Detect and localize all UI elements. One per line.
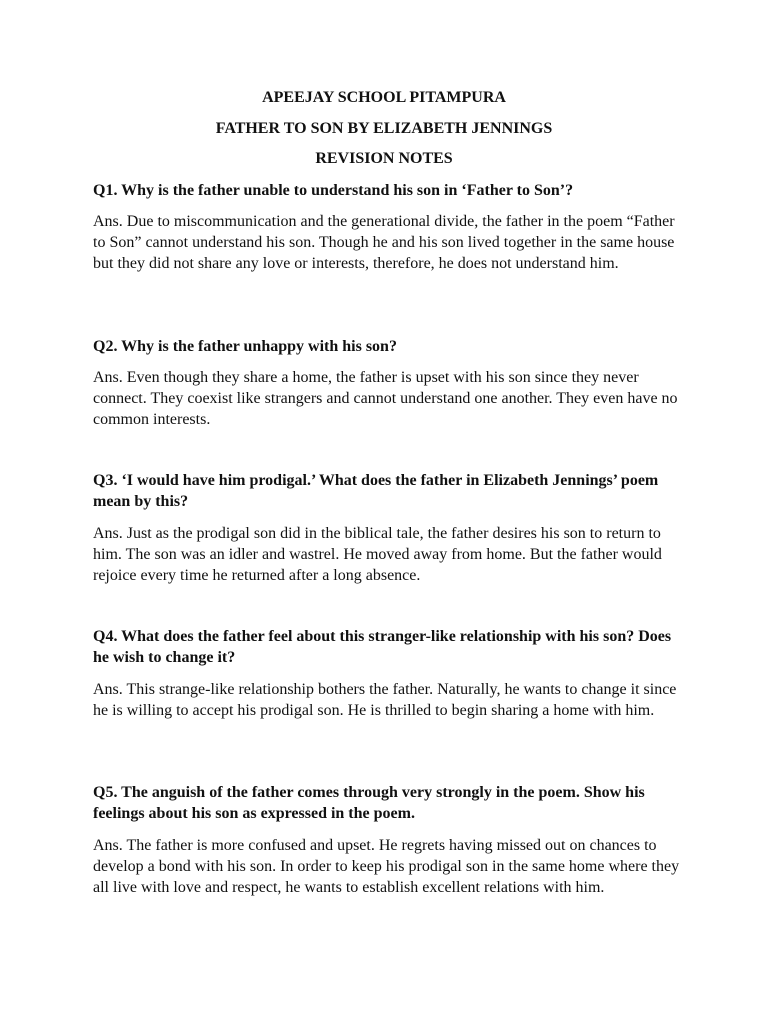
school-name: APEEJAY SCHOOL PITAMPURA	[262, 89, 506, 106]
document-title: FATHER TO SON BY ELIZABETH JENNINGS	[215, 120, 553, 137]
question-3: Q3. ‘I would have him prodigal.’ What does the father in Elizabeth Jennings’ poem mean by this?	[93, 472, 659, 510]
answer-4: Ans. This strange-like relationship bothers the father. Naturally, he wants to change it since he is willing to accept his prodigal son. He is thrilled to begin sharing a home with him.	[93, 681, 677, 719]
answer-3: Ans. Just as the prodigal son did in the biblical tale, the father desires his son to return to him. The son was an idler and wastrel. He moved away from home. But the father would rejoice every time he returned after a long absence.	[93, 525, 662, 584]
question-4: Q4. What does the father feel about this stranger-like relationship with his son? Does he wish to change it?	[93, 628, 672, 666]
document-subtitle: REVISION NOTES	[315, 150, 453, 167]
question-5: Q5. The anguish of the father comes through very strongly in the poem. Show his feelings about his son as expressed in the poem.	[93, 784, 645, 822]
question-2: Q2. Why is the father unhappy with his son?	[93, 338, 397, 355]
answer-5: Ans. The father is more confused and upset. He regrets having missed out on chances to develop a bond with his son. In order to keep his prodigal son in the same home where they all live with love and respect, he wants to establish excellent relations with him.	[93, 837, 680, 896]
question-1: Q1. Why is the father unable to understand his son in ‘Father to Son’?	[93, 182, 574, 199]
answer-1: Ans. Due to miscommunication and the generational divide, the father in the poem “Father to Son” cannot understand his son. Though he and his son lived together in the same house but they did not share any love or interests, therefore, he does not understand him.	[93, 213, 675, 272]
answer-2: Ans. Even though they share a home, the father is upset with his son since they never connect. They coexist like strangers and cannot understand one another. They even have no common interests.	[93, 369, 678, 428]
